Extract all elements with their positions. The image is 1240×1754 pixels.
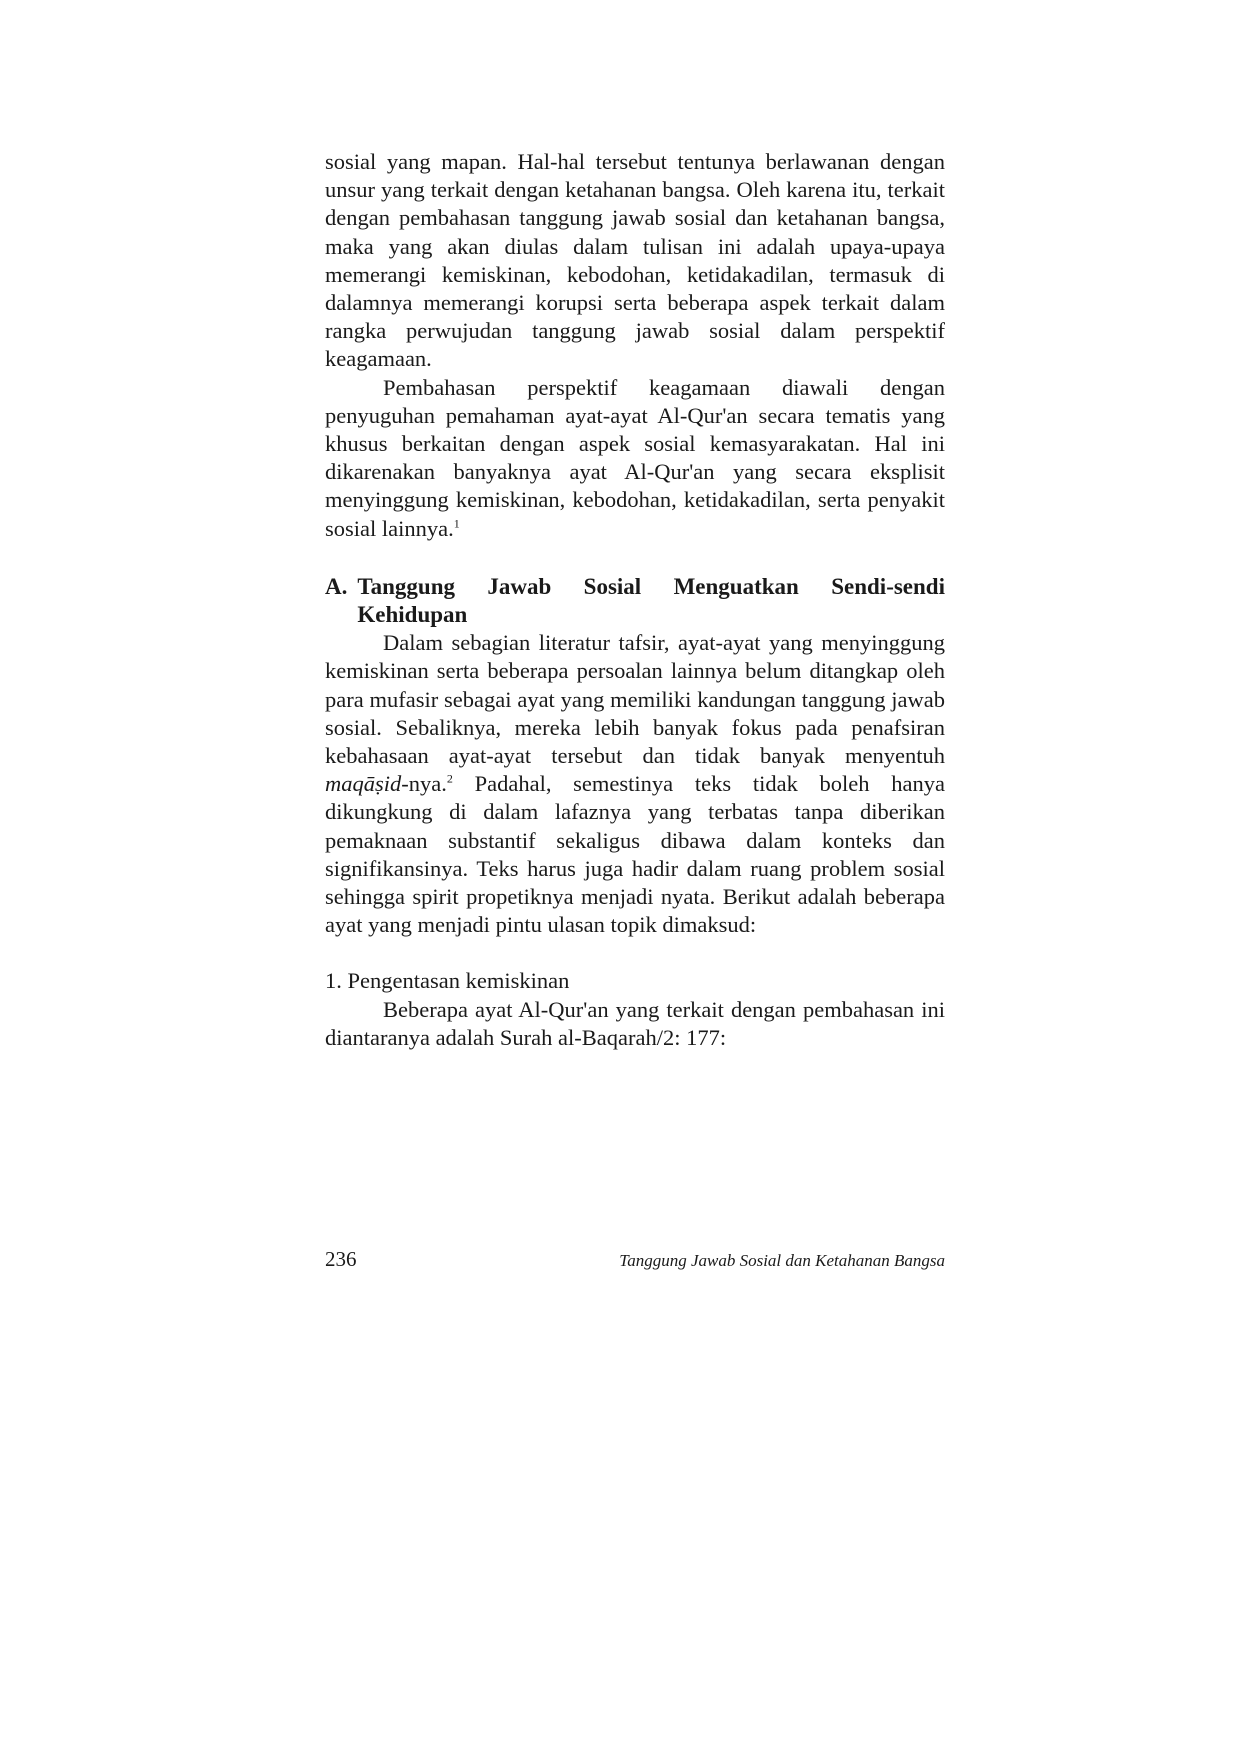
subsection-heading-1: 1. Pengentasan kemiskinan [325, 968, 570, 994]
page-footer [325, 1247, 945, 1272]
term-maqasid: maqāṣid [325, 771, 402, 797]
paragraph-quran-verses: Beberapa ayat Al-Qur'an yang terkait dengan pembahasan ini diantaranya adalah Surah al-Baqarah/2: 177: [325, 996, 945, 1050]
footnote-ref-1[interactable]: 1 [453, 516, 460, 531]
section-heading-a [325, 573, 945, 629]
paragraph-continuation: sosial yang mapan. Hal-hal tersebut tentunya berlawanan dengan unsur yang terkait dengan ketahanan bangsa. Oleh karena itu, terkait dengan pembahasan tanggung jawab sosial dan ketahanan bangsa, maka yang akan diulas dalam tulisan ini adalah upaya-upaya memerangi kemiskinan, kebodohan, ketidakadilan, termasuk di dalamnya memerangi korupsi serta beberapa aspek terkait dalam rangka perwujudan tanggung jawab sosial dalam perspektif keagamaan. [325, 149, 945, 372]
page-body [325, 148, 945, 1052]
section-title: Tanggung Jawab Sosial Menguatkan Sendi-sendi Kehidupan [357, 573, 945, 628]
footnote-ref-2[interactable]: 2 [446, 771, 453, 786]
section-number: A. [325, 573, 348, 599]
running-title: Tanggung Jawab Sosial dan Ketahanan Bangsa [619, 1251, 945, 1270]
page-number: 236 [325, 1247, 357, 1271]
paragraph-tafsir-literature: Dalam sebagian literatur tafsir, ayat-ayat yang menyinggung kemiskinan serta beberapa persoalan lainnya belum ditangkap oleh para mufasir sebagai ayat yang memiliki kandungan tanggung jawab sosial. Sebaliknya, mereka lebih banyak fokus pada penafsiran kebahasaan ayat-ayat tersebut dan tidak banyak menyentuh maqāṣid-nya.$^2$ Padahal, semestinya teks tidak boleh hanya dikungkung di dalam lafaznya yang terbatas tanpa diberikan pemaknaan substantif sekaligus dibawa dalam konteks dan signifikansinya. Teks harus juga hadir dalam ruang problem sosial sehingga spirit propetiknya menjadi nyata. Berikut adalah beberapa ayat yang menjadi pintu ulasan topik dimaksud: [325, 630, 945, 938]
paragraph-religious-perspective: Pembahasan perspektif keagamaan diawali dengan penyuguhan pemahaman ayat-ayat Al-Qur'an secara tematis yang khusus berkaitan dengan aspek sosial kemasyarakatan. Hal ini dikarenakan banyaknya ayat Al-Qur'an yang secara eksplisit menyinggung kemiskinan, kebodohan, ketidakadilan, serta penyakit sosial lainnya.$^1$ [325, 374, 945, 541]
